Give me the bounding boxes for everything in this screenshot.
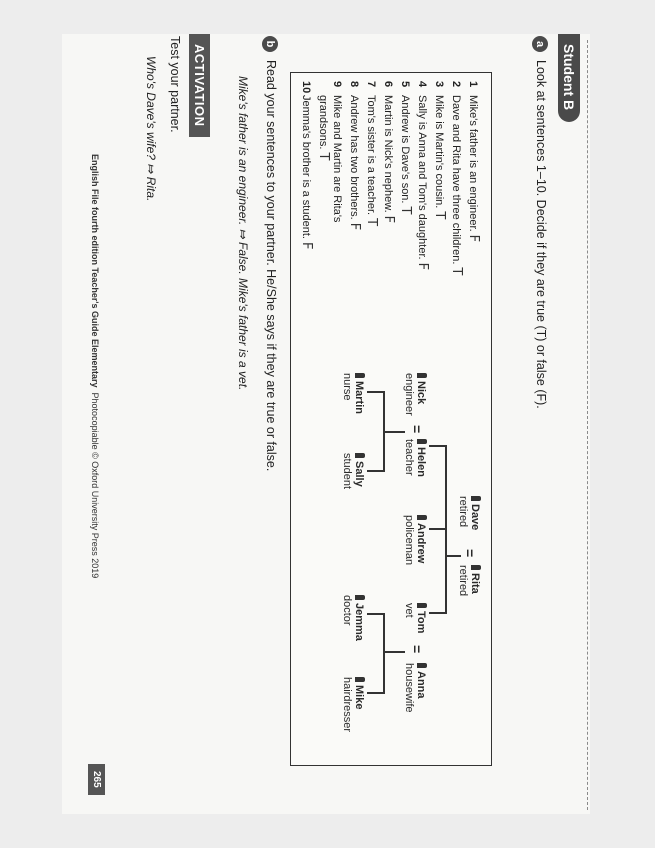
tf-mark: T <box>449 267 464 276</box>
part-a-letter: a <box>532 36 548 52</box>
person-icon <box>355 453 365 458</box>
page-number: 265 <box>88 764 105 795</box>
exercise-box <box>290 72 492 766</box>
marriage-sign: = <box>409 645 425 654</box>
sentence-3: 3Mike is Martin's cousin.T <box>432 81 447 220</box>
sentence-8: 8Andrew has two brothers.F <box>347 81 362 231</box>
sentence-7: 7Tom's sister is a teacher.T <box>364 81 379 227</box>
activation-example: Who's Dave's wife? ⤇ Rita. <box>144 56 158 202</box>
person-icon <box>417 439 427 444</box>
activation-tag: ACTIVATION <box>189 34 210 137</box>
speech-mark: ⤇ <box>236 228 250 239</box>
tf-mark: F <box>347 222 362 231</box>
person-icon <box>471 496 481 501</box>
marriage-sign: = <box>462 549 478 558</box>
tree-line <box>384 613 386 693</box>
worksheet-page <box>62 34 590 814</box>
person-mike: Mike hairdresser <box>341 677 365 733</box>
tf-mark: T <box>432 211 447 220</box>
sentence-9: 9Mike and Martin are Rita's <box>331 81 343 223</box>
part-b-instruction: Read your sentences to your partner. He/She says if they are true or false. <box>264 60 278 472</box>
tree-line <box>385 431 405 433</box>
tree-line <box>429 445 447 447</box>
tf-mark: F <box>415 262 430 271</box>
person-anna: Anna housewife <box>403 663 427 713</box>
person-icon <box>417 373 427 378</box>
part-b-example: Mike's father is an engineer. ⤇ False. Mike's father is a vet. <box>236 76 250 391</box>
tree-line <box>384 391 386 471</box>
sentence-9-cont: grandsons.T <box>316 95 331 161</box>
person-andrew: Andrew policeman <box>403 515 427 566</box>
tf-mark: F <box>381 215 396 224</box>
tree-line <box>367 613 385 615</box>
person-icon <box>417 515 427 520</box>
person-icon <box>355 373 365 378</box>
sentence-10: 10Jemma's brother is a student.F <box>299 81 314 250</box>
student-tag: Student B <box>558 34 580 122</box>
person-sally: Sally student <box>341 453 365 490</box>
person-icon <box>355 677 365 682</box>
sentence-4: 4Sally is Anna and Tom's daughter.F <box>415 81 430 271</box>
tf-mark: T <box>364 218 379 227</box>
person-icon <box>417 603 427 608</box>
tree-line <box>367 391 385 393</box>
tree-line <box>367 692 385 694</box>
part-a-instruction: Look at sentences 1–10. Decide if they are true (T) or false (F). <box>534 60 548 409</box>
tree-line <box>367 470 385 472</box>
person-icon <box>471 565 481 570</box>
tf-mark: F <box>466 234 481 243</box>
activation-instruction: Test your partner. <box>168 36 182 133</box>
tf-mark: T <box>316 152 331 161</box>
sentence-5: 5Andrew is Dave's son.T <box>398 81 413 215</box>
tree-line <box>385 651 405 653</box>
tree-line <box>429 612 447 614</box>
person-dave: Dave retired <box>457 496 481 531</box>
sentence-6: 6Martin is Nick's nephew.F <box>381 81 396 224</box>
tree-line <box>447 555 461 557</box>
part-b-letter: b <box>262 36 278 52</box>
speech-mark: ⤇ <box>144 163 158 174</box>
person-helen: Helen teacher <box>403 439 427 477</box>
person-nick: Nick engineer <box>403 373 427 416</box>
sentence-1: 1Mike's father is an engineer.F <box>466 81 481 243</box>
person-jemma: Jemma doctor <box>341 595 365 641</box>
person-tom: Tom vet <box>403 603 427 634</box>
tf-mark: F <box>299 241 314 250</box>
footer-credit: English File fourth edition Teacher's Guide Elementary Photocopiable © Oxford University Press 2019 <box>90 154 100 579</box>
tf-mark: T <box>398 206 413 215</box>
person-martin: Martin nurse <box>341 373 365 414</box>
person-icon <box>417 663 427 668</box>
person-icon <box>355 595 365 600</box>
person-rita: Rita retired <box>457 565 481 597</box>
marriage-sign: = <box>409 425 425 434</box>
tree-line <box>429 528 447 530</box>
sentence-2: 2Dave and Rita have three children.T <box>449 81 464 276</box>
